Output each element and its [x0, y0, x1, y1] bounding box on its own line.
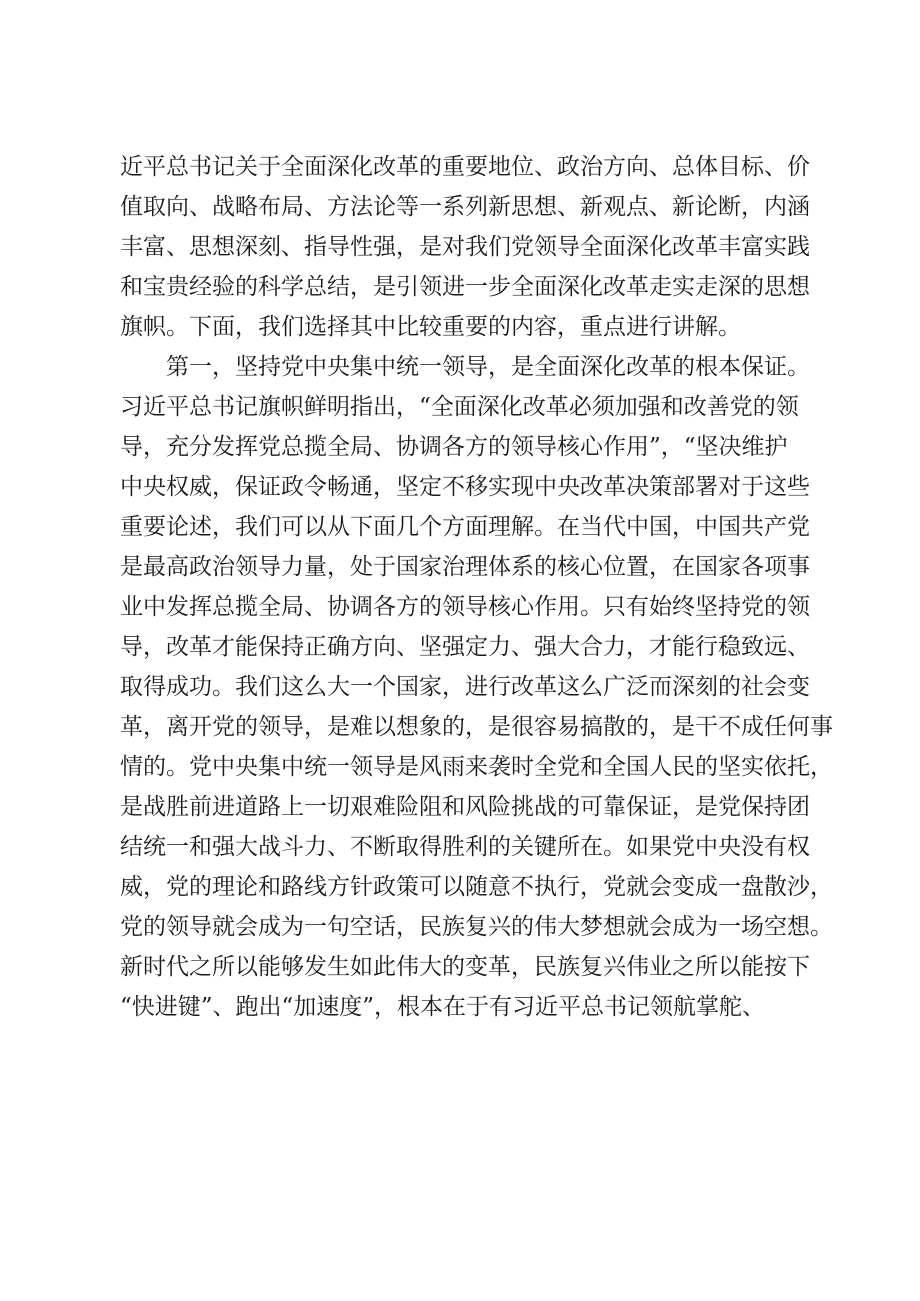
- text-line: 结统一和强大战斗力、不断取得胜利的关键所在。如果党中央没有权: [120, 834, 810, 860]
- text-line: 革，离开党的领导，是难以想象的，是很容易搞散的，是干不成任何事: [120, 714, 833, 740]
- text-line: 和宝贵经验的科学总结，是引领进一步全面深化改革走实走深的思想: [120, 274, 810, 300]
- text-line: 情的。党中央集中统一领导是风雨来袭时全党和全国人民的坚实依托，: [120, 754, 833, 780]
- text-line: 近平总书记关于全面深化改革的重要地位、政治方向、总体目标、价: [120, 154, 810, 180]
- text-line: 新时代之所以能够发生如此伟大的变革，民族复兴伟业之所以能按下: [120, 954, 810, 980]
- text-line: 是战胜前进道路上一切艰难险阻和风险挑战的可靠保证，是党保持团: [120, 794, 810, 820]
- text-line: 重要论述，我们可以从下面几个方面理解。在当代中国，中国共产党: [120, 514, 810, 540]
- text-line: 业中发挥总揽全局、协调各方的领导核心作用。只有始终坚持党的领: [120, 594, 810, 620]
- text-line: 威，党的理论和路线方针政策可以随意不执行，党就会变成一盘散沙，: [120, 874, 833, 900]
- text-line: 导，改革才能保持正确方向、坚强定力、强大合力，才能行稳致远、: [120, 634, 810, 660]
- body-text: [120, 147, 833, 1027]
- paragraph-start-line: 第一，坚持党中央集中统一领导，是全面深化改革的根本保证。: [120, 354, 810, 380]
- text-line: 导，充分发挥党总揽全局、协调各方的领导核心作用”，“坚决维护: [120, 434, 788, 460]
- text-line: 旗帜。下面，我们选择其中比较重要的内容，重点进行讲解。: [120, 314, 741, 340]
- text-line: 习近平总书记旗帜鲜明指出，“全面深化改革必须加强和改善党的领: [120, 394, 799, 420]
- text-line: 中央权威，保证政令畅通，坚定不移实现中央改革决策部署对于这些: [120, 474, 810, 500]
- text-line: 丰富、思想深刻、指导性强，是对我们党领导全面深化改革丰富实践: [120, 234, 810, 260]
- text-line: 值取向、战略布局、方法论等一系列新思想、新观点、新论断，内涵: [120, 194, 810, 220]
- text-line: 取得成功。我们这么大一个国家，进行改革这么广泛而深刻的社会变: [120, 674, 810, 700]
- text-line: “快进键”、跑出“加速度”，根本在于有习近平总书记领航掌舵、: [120, 994, 766, 1020]
- text-line: 是最高政治领导力量，处于国家治理体系的核心位置，在国家各项事: [120, 554, 810, 580]
- text-line: 党的领导就会成为一句空话，民族复兴的伟大梦想就会成为一场空想。: [120, 914, 833, 940]
